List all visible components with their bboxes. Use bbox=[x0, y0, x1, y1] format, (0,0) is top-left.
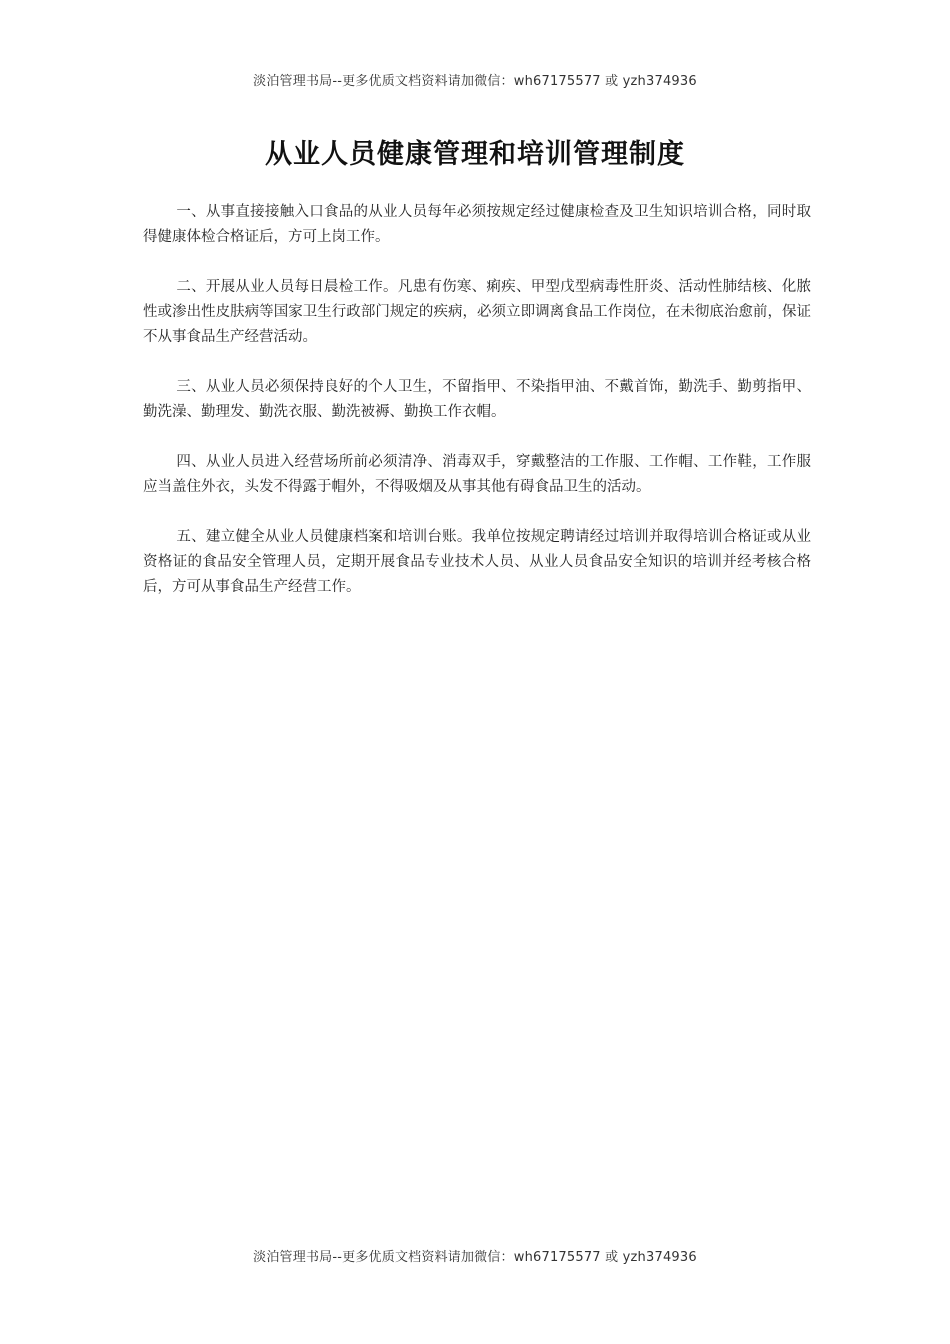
document-body bbox=[143, 200, 811, 625]
paragraph-3: 三、从业人员必须保持良好的个人卫生，不留指甲、不染指甲油、不戴首饰，勤洗手、勤剪指甲、勤洗澡、勤理发、勤洗衣服、勤洗被褥、勤换工作衣帽。 bbox=[143, 379, 811, 420]
paragraph-1: 一、从事直接接触入口食品的从业人员每年必须按规定经过健康检查及卫生知识培训合格，同时取得健康体检合格证后，方可上岗工作。 bbox=[143, 204, 811, 245]
document-title: 从业人员健康管理和培训管理制度 bbox=[265, 139, 685, 170]
footer-watermark-note: 淡泊管理书局--更多优质文档资料请加微信：wh67175577 或 yzh374936 bbox=[253, 1250, 697, 1265]
paragraph-2: 二、开展从业人员每日晨检工作。凡患有伤寒、痢疾、甲型戊型病毒性肝炎、活动性肺结核、化脓性或渗出性皮肤病等国家卫生行政部门规定的疾病，必须立即调离食品工作岗位，在未彻底治愈前，保证不从事食品生产经营活动。 bbox=[143, 279, 811, 345]
paragraph-4: 四、从业人员进入经营场所前必须清净、消毒双手，穿戴整洁的工作服、工作帽、工作鞋，工作服应当盖住外衣，头发不得露于帽外，不得吸烟及从事其他有碍食品卫生的活动。 bbox=[143, 454, 811, 495]
header-watermark-note: 淡泊管理书局--更多优质文档资料请加微信：wh67175577 或 yzh374936 bbox=[253, 74, 697, 89]
paragraph-5: 五、建立健全从业人员健康档案和培训台账。我单位按规定聘请经过培训并取得培训合格证或从业资格证的食品安全管理人员，定期开展食品专业技术人员、从业人员食品安全知识的培训并经考核合格后，方可从事食品生产经营工作。 bbox=[143, 529, 811, 595]
